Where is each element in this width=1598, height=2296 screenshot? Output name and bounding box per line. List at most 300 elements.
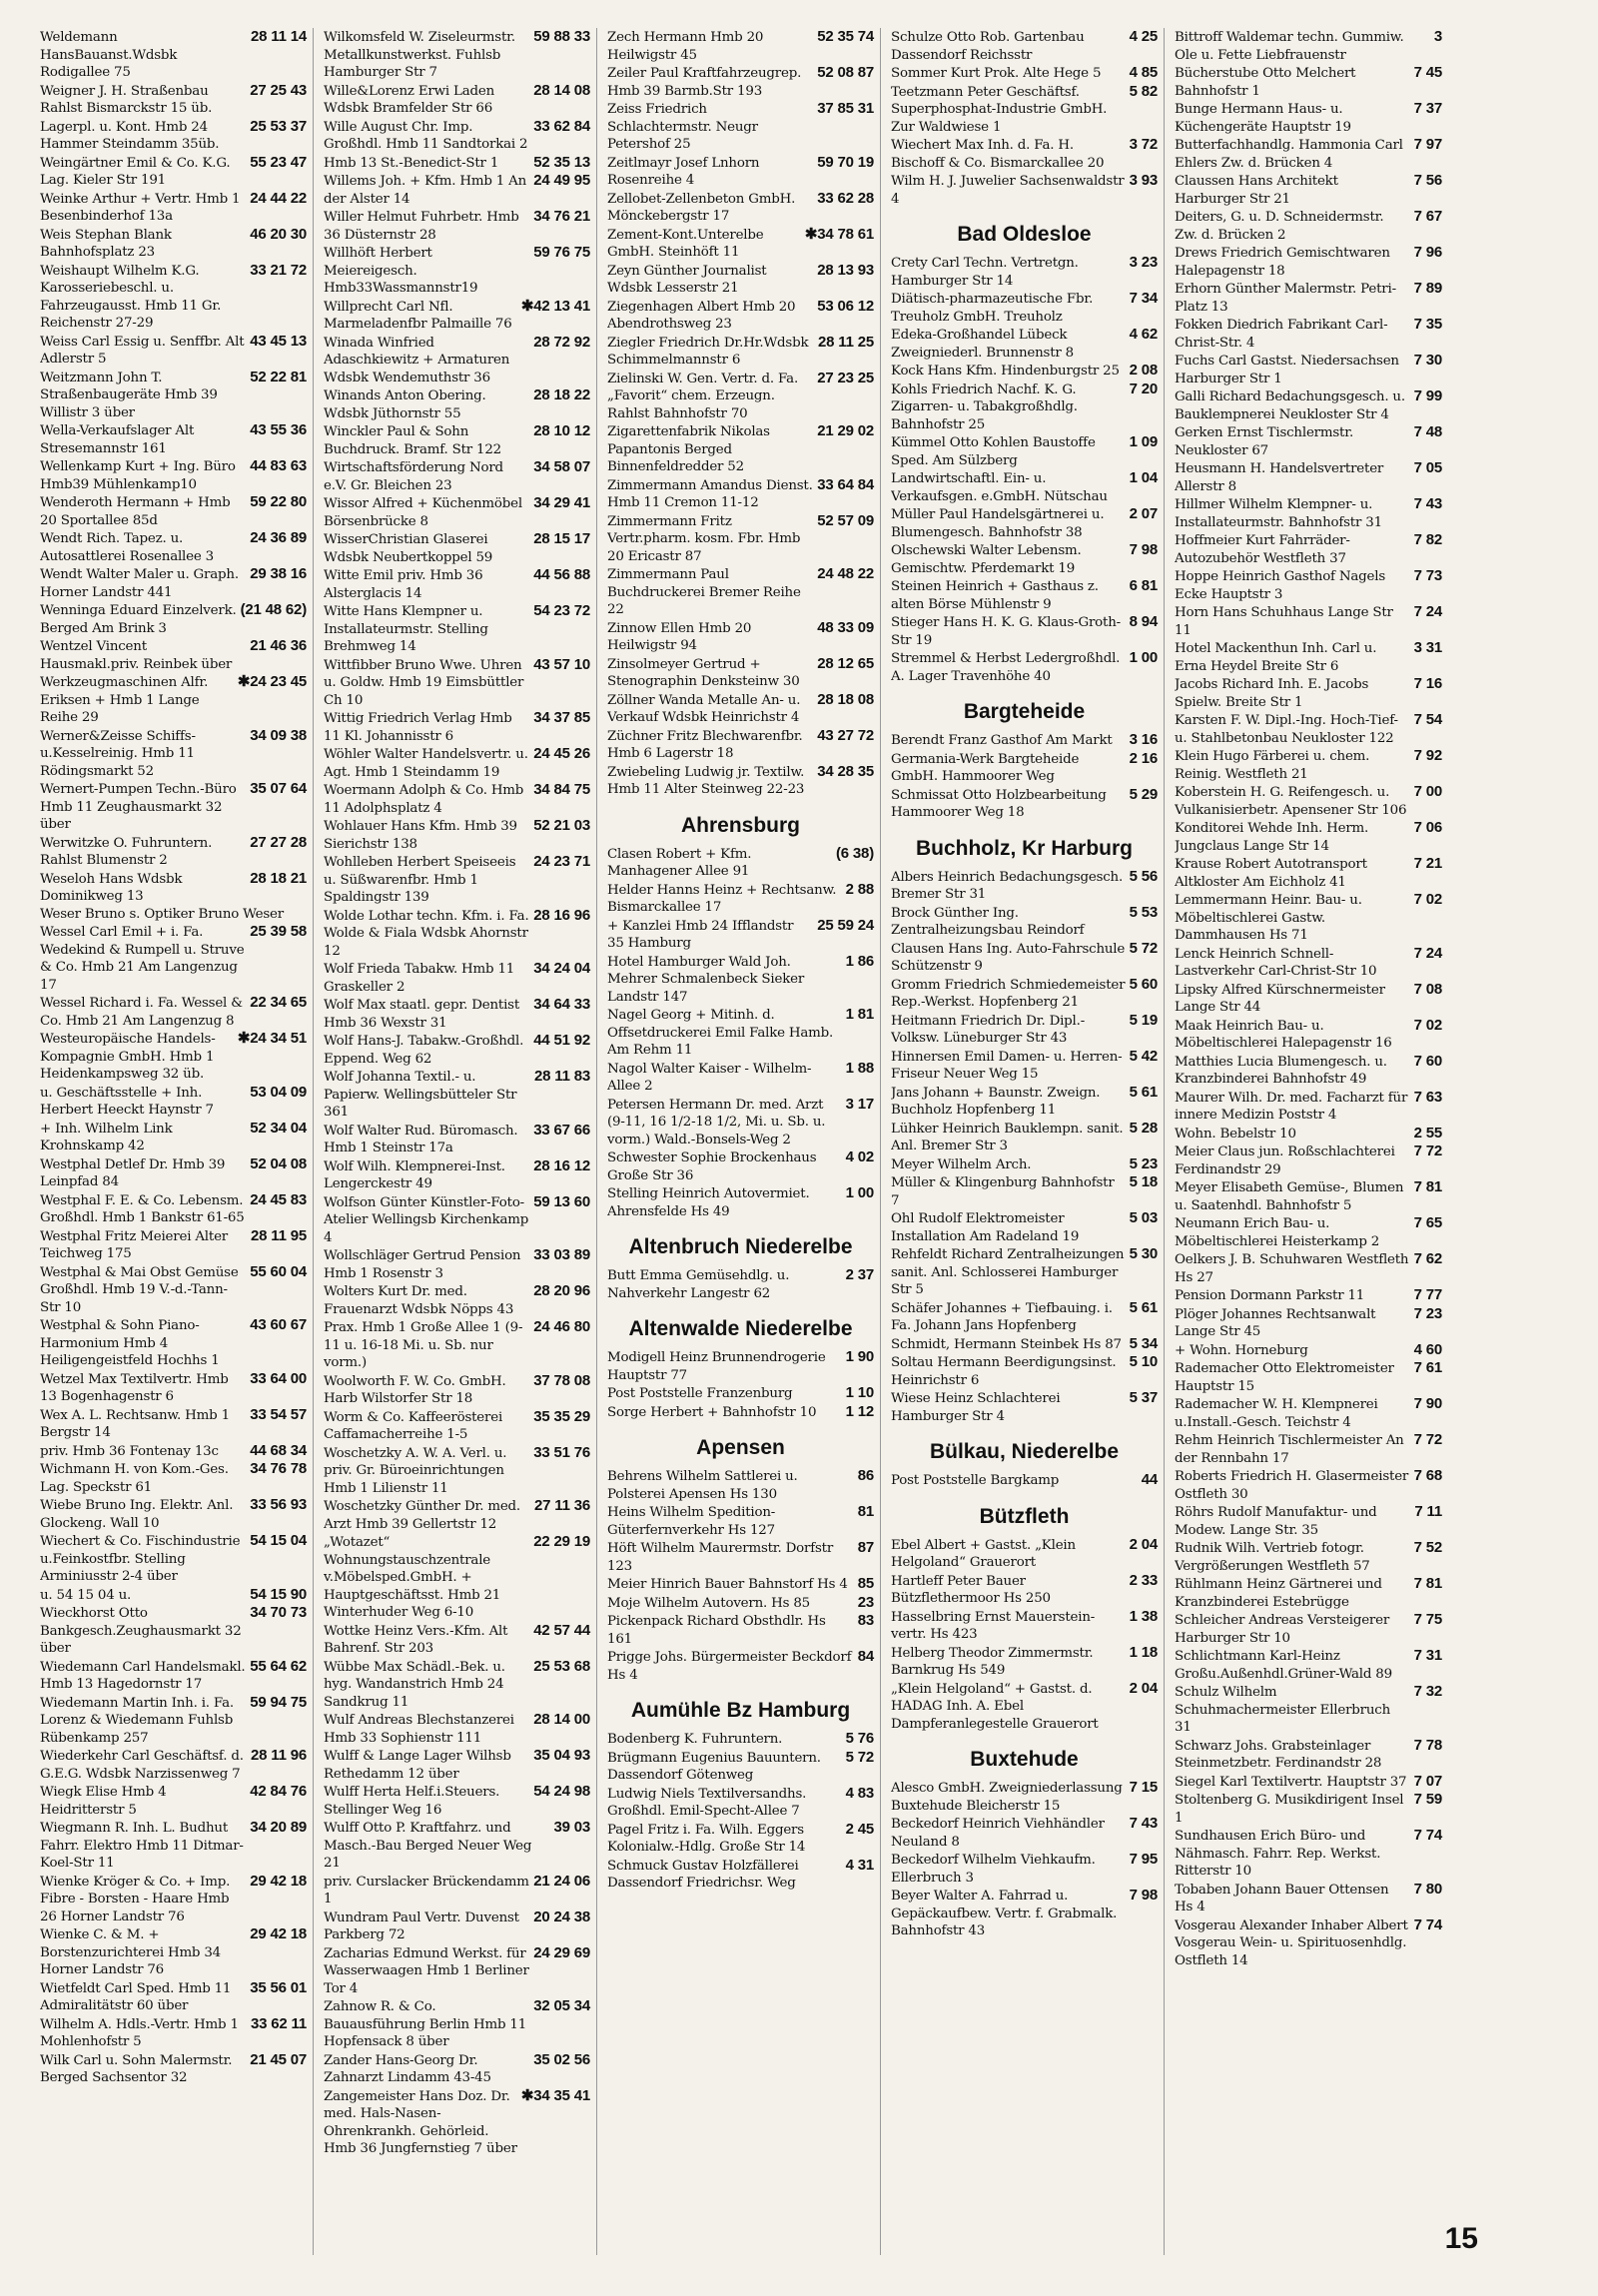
entry-phone-number: 7 16 (1413, 675, 1442, 692)
entry-phone-number: 34 20 89 (250, 1819, 307, 1836)
entry-text: Zacharias Edmund Werkst. für Wasserwaagen Hmb 1 Berliner Tor 4 (324, 1945, 529, 1996)
entry-phone-number: 7 72 (1413, 1143, 1442, 1159)
directory-entry (324, 1997, 590, 2051)
entry-text: Zimmermann Amandus Dienst. Hmb 11 Cremon 11-12 (607, 477, 813, 510)
entry-phone-number: 33 62 28 (817, 189, 874, 207)
entry-text: Helberg Theodor Zimmermstr. Barnkrug Hs 549 (891, 1645, 1094, 1678)
directory-entry (1175, 531, 1442, 567)
entry-text: Wöhler Walter Handelsvertr. u. Agt. Hmb 1 Steindamm 19 (324, 747, 528, 780)
entry-phone-number: 55 60 04 (250, 1262, 307, 1280)
entry-phone-number: 5 28 (1129, 1119, 1158, 1137)
entry-phone-number: 33 64 84 (817, 475, 874, 493)
directory-entry (324, 1282, 590, 1318)
directory-page (40, 28, 1448, 2255)
entry-text: Koberstein H. G. Reifengesch. u. Vulkanisierbetr. Apensener Str 106 (1175, 785, 1407, 818)
entry-phone-number: 3 17 (845, 1095, 874, 1113)
entry-text: Höft Wilhelm Maurermstr. Dorfstr 123 (607, 1541, 834, 1574)
directory-entry (324, 907, 590, 961)
directory-entry (891, 1887, 1158, 1940)
entry-text: Sommer Kurt Prok. Alte Hege 5 (891, 66, 1102, 81)
entry-phone-number: 34 58 07 (533, 458, 590, 475)
directory-entry (40, 870, 307, 906)
entry-phone-number: 5 10 (1129, 1353, 1158, 1370)
entry-text: Wolfson Günter Künstler-Foto-Atelier Wellingsb Kirchenkamp 4 (324, 1194, 529, 1245)
entry-text: Tobaben Johann Bauer Ottensen Hs 4 (1175, 1882, 1389, 1914)
directory-entry (324, 334, 590, 387)
directory-entry (40, 1155, 307, 1191)
entry-phone-number: 5 18 (1129, 1173, 1158, 1190)
directory-column (40, 28, 314, 2255)
directory-entry (40, 1694, 307, 1748)
entry-phone-number: 34 29 41 (533, 494, 590, 511)
directory-entry (324, 530, 590, 566)
entry-phone-number: 7 72 (1413, 1431, 1442, 1448)
entry-phone-number: 7 20 (1129, 380, 1158, 397)
entry-phone-number: 4 25 (1129, 28, 1158, 45)
entry-text: Wottke Heinz Vers.-Kfm. Alt Bahrenf. Str 203 (324, 1623, 508, 1656)
entry-text: Neumann Erich Bau- u. Möbeltischlerei Heisterkamp 2 (1175, 1216, 1380, 1249)
directory-entry (324, 781, 590, 817)
directory-entry (40, 637, 307, 673)
entry-phone-number: 52 21 03 (533, 817, 590, 834)
entry-text: Plöger Johannes Rechtsanwalt Lange Str 45 (1175, 1306, 1376, 1339)
directory-entry (891, 577, 1158, 613)
directory-entry (40, 923, 307, 994)
entry-phone-number: 29 38 16 (250, 565, 307, 582)
directory-entry (324, 1711, 590, 1747)
entry-phone-number: 28 18 22 (533, 386, 590, 403)
entry-text: Hotel Hamburger Wald Joh. Mehrer Schmalenbeck Sieker Landstr 147 (607, 954, 805, 1005)
entry-text: Post Poststelle Bargkamp (891, 1473, 1060, 1488)
place-heading: Apensen (696, 1436, 785, 1459)
entry-phone-number: 24 36 89 (250, 529, 307, 546)
directory-entry (891, 381, 1158, 434)
entry-phone-number: 37 85 31 (817, 100, 874, 117)
entry-phone-number: 33 56 93 (250, 1496, 307, 1513)
directory-entry (891, 1084, 1158, 1120)
directory-entry (891, 172, 1158, 208)
entry-text: Gerken Ernst Tischlermstr. Neukloster 67 (1175, 425, 1354, 458)
entry-text: Westeuropäische Handels-Kompagnie GmbH. Hmb 1 Heidenkampsweg 32 üb. (40, 1032, 216, 1082)
directory-column (607, 28, 881, 2255)
entry-phone-number: 59 70 19 (817, 153, 874, 171)
entry-phone-number: 52 35 13 (533, 153, 590, 171)
entry-text: Rademacher W. H. Klempnerei u.Install.-Gesch. Teichstr 4 (1175, 1397, 1378, 1430)
entry-phone-number: 85 (857, 1575, 874, 1592)
entry-text: Lipsky Alfred Kürschnermeister Lange Str 44 (1175, 982, 1385, 1015)
directory-entry (607, 476, 874, 512)
entry-text: Wiese Heinz Schlachterei Hamburger Str 4 (891, 1391, 1061, 1424)
entry-text: Ziegler Friedrich Dr.Hr.Wdsbk Schimmelmannstr 6 (607, 335, 809, 368)
directory-entry (40, 1316, 307, 1370)
entry-text: u. 54 15 04 u. (40, 1587, 132, 1603)
directory-entry (1175, 1683, 1442, 1737)
entry-phone-number: 28 16 96 (533, 906, 590, 924)
entry-phone-number: 28 11 83 (534, 1068, 590, 1085)
directory-entry (40, 1819, 307, 1873)
entry-phone-number: 81 (857, 1503, 874, 1520)
entry-phone-number: 59 76 75 (533, 244, 590, 261)
entry-phone-number: 54 15 04 (250, 1532, 307, 1549)
directory-entry (1175, 352, 1442, 387)
entry-phone-number: (21 48 62) (240, 601, 307, 618)
directory-entry (324, 1157, 590, 1193)
entry-phone-number: 7 37 (1413, 100, 1442, 117)
directory-entry (324, 208, 590, 244)
entry-text: Sorge Herbert + Bahnhofstr 10 (607, 1404, 817, 1420)
entry-text: Worm & Co. Kaffeerösterei Caffamacherreihe 1-5 (324, 1409, 503, 1442)
entry-phone-number: 5 61 (1129, 1298, 1158, 1316)
entry-phone-number: 24 44 22 (250, 189, 307, 207)
directory-entry (891, 1048, 1158, 1084)
entry-phone-number: 2 16 (1129, 749, 1158, 767)
entry-phone-number: 7 56 (1413, 172, 1442, 189)
entry-text: Müller & Klingenburg Bahnhofstr 7 (891, 1175, 1115, 1208)
entry-text: Hotel Mackenthun Inh. Carl u. Erna Heydel Breite Str 6 (1175, 641, 1377, 674)
entry-text: Wissor Alfred + Küchenmöbel Börsenbrücke 8 (324, 496, 522, 529)
directory-entry (607, 1594, 874, 1613)
directory-entry (324, 817, 590, 853)
entry-phone-number: 1 00 (845, 1184, 874, 1201)
directory-entry (324, 494, 590, 530)
entry-text: Wirtschaftsförderung Nord e.V. Gr. Bleichen 23 (324, 460, 503, 493)
entry-phone-number: 28 15 17 (533, 530, 590, 547)
entry-phone-number: 25 53 37 (250, 117, 307, 135)
directory-entry (40, 673, 307, 727)
entry-phone-number: 7 89 (1413, 280, 1442, 297)
entry-phone-number: 21 24 06 (533, 1872, 590, 1890)
entry-phone-number: 1 86 (845, 952, 874, 970)
entry-text: Beckedorf Wilhelm Viehkaufm. Ellerbruch 3 (891, 1853, 1096, 1886)
directory-entry (607, 298, 874, 334)
entry-phone-number: 7 90 (1413, 1395, 1442, 1412)
entry-phone-number: 7 95 (1129, 1851, 1158, 1868)
entry-text: Weinke Arthur + Vertr. Hmb 1 Besenbinderhof 13a (40, 191, 241, 224)
directory-entry (1175, 1827, 1442, 1881)
entry-phone-number: 54 23 72 (533, 602, 590, 619)
entry-phone-number: 43 57 10 (533, 655, 590, 673)
directory-entry (40, 1586, 307, 1605)
entry-text: Wiechert & Co. Fischindustrie u.Feinkostfbr. Stelling Arminiusstr 2-4 über (40, 1534, 241, 1584)
directory-entry (1175, 1178, 1442, 1214)
directory-entry (40, 2015, 307, 2051)
entry-text: Pagel Fritz i. Fa. Wilh. Eggers Kolonialw.-Hdlg. Große Str 14 (607, 1822, 806, 1855)
entry-text: Wentzel Vincent Hausmakl.priv. Reinbek über (40, 639, 233, 672)
entry-text: Willprecht Carl Nfl. Marmeladenfbr Palmaille 76 (324, 299, 512, 332)
entry-phone-number: 2 33 (1129, 1571, 1158, 1589)
directory-entry (891, 469, 1158, 505)
directory-entry (891, 1335, 1158, 1354)
directory-entry (40, 262, 307, 333)
entry-phone-number: 5 72 (1129, 939, 1158, 957)
directory-entry (40, 1783, 307, 1819)
directory-entry (40, 529, 307, 565)
directory-entry (891, 1173, 1158, 1209)
entry-phone-number: 7 11 (1414, 1503, 1442, 1520)
directory-entry (324, 82, 590, 118)
entry-text: Deiters, G. u. D. Schneidermstr. Zw. d. Brücken 2 (1175, 210, 1384, 243)
entry-phone-number: 1 09 (1129, 433, 1158, 450)
directory-entry (324, 2051, 590, 2087)
entry-text: Post Poststelle Franzenburg (607, 1386, 793, 1401)
entry-phone-number: 7 59 (1413, 1791, 1442, 1808)
directory-entry (891, 1779, 1158, 1815)
directory-entry (40, 190, 307, 226)
entry-text: Behrens Wilhelm Sattlerei u. Polsterei Apensen Hs 130 (607, 1469, 798, 1502)
entry-text: Crety Carl Techn. Vertretgn. Hamburger Str 14 (891, 256, 1079, 289)
directory-entry (607, 512, 874, 566)
directory-entry (607, 881, 874, 917)
entry-phone-number: 7 98 (1129, 1887, 1158, 1904)
directory-entry (891, 1155, 1158, 1174)
directory-entry (607, 1575, 874, 1594)
entry-phone-number: 24 23 71 (533, 853, 590, 870)
entry-text: Züchner Fritz Blechwarenfbr. Hmb 6 Lagerstr 18 (607, 728, 803, 761)
entry-phone-number: 1 10 (845, 1384, 874, 1401)
directory-entry (40, 1873, 307, 1926)
entry-phone-number: 2 45 (845, 1820, 874, 1838)
entry-text: Wiedemann Martin Inh. i. Fa. Lorenz & Wiedemann Fuhlsb Rübenkamp 257 (40, 1695, 234, 1746)
directory-entry (891, 505, 1158, 541)
directory-entry (891, 1851, 1158, 1887)
directory-entry (40, 1406, 307, 1442)
entry-phone-number: 86 (857, 1467, 874, 1484)
entry-text: Wiechert Max Inh. d. Fa. H. Bischoff & Co. Bismarckallee 20 (891, 138, 1105, 171)
directory-entry (891, 649, 1158, 685)
directory-entry (607, 1096, 874, 1149)
entry-phone-number: 5 76 (845, 1730, 874, 1747)
entry-phone-number: 20 24 38 (533, 1908, 590, 1925)
entry-phone-number: ✱34 35 41 (520, 2086, 590, 2104)
directory-entry (607, 1821, 874, 1857)
place-heading: Aumühle Bz Hamburg (630, 1699, 851, 1722)
entry-text: Hinnersen Emil Damen- u. Herren-Friseur Neuer Weg 15 (891, 1049, 1123, 1082)
entry-text: Zimmermann Fritz Vertr.pharm. kosm. Fbr. Hmb 20 Ericastr 87 (607, 513, 801, 564)
directory-entry (324, 386, 590, 422)
directory-entry (1175, 1305, 1442, 1341)
directory-entry (324, 154, 590, 173)
directory-entry (40, 28, 307, 82)
entry-phone-number: 2 08 (1129, 362, 1158, 379)
entry-phone-number: 2 37 (845, 1266, 874, 1283)
entry-text: Siegel Karl Textilvertr. Hauptstr 37 (1175, 1774, 1407, 1790)
entry-text: Gromm Friedrich Schmiedemeister Rep.-Werkst. Hopfenberg 21 (891, 977, 1126, 1010)
entry-phone-number: 28 11 25 (818, 333, 874, 351)
entry-phone-number: 2 07 (1129, 505, 1158, 522)
entry-phone-number: 5 23 (1129, 1154, 1158, 1172)
entry-text: Woschetzky A. W. A. Verl. u. priv. Gr. Büroeinrichtungen Hmb 1 Lilienstr 11 (324, 1445, 507, 1496)
entry-phone-number: 7 98 (1129, 541, 1158, 558)
entry-text: Weser Bruno s. Optiker Bruno Weser (40, 906, 284, 922)
entry-phone-number: 27 23 25 (817, 369, 874, 386)
directory-entry (1175, 1773, 1442, 1792)
directory-entry (607, 1184, 874, 1220)
entry-phone-number: 25 53 68 (533, 1657, 590, 1675)
entry-text: Weitzmann John T. Straßenbaugeräte Hmb 39 Willistr 3 über (40, 370, 218, 420)
directory-entry (891, 1012, 1158, 1048)
directory-entry (1175, 675, 1442, 711)
entry-phone-number: 7 80 (1413, 1880, 1442, 1898)
entry-phone-number: (6 38) (836, 844, 874, 862)
entry-phone-number: 2 04 (1129, 1535, 1158, 1553)
directory-entry (607, 1612, 874, 1648)
entry-phone-number: 52 57 09 (817, 511, 874, 529)
entry-text: Hmb 13 St.-Benedict-Str 1 (324, 155, 499, 171)
directory-entry (1175, 711, 1442, 747)
directory-entry (40, 1030, 307, 1084)
entry-text: Wolde Lothar techn. Kfm. i. Fa. Wolde & Fiala Wdsbk Ahornstr 12 (324, 908, 529, 959)
directory-entry (40, 1460, 307, 1496)
place-heading: Altenwalde Niederelbe (628, 1317, 853, 1340)
directory-entry (324, 1783, 590, 1819)
entry-phone-number: 5 03 (1129, 1209, 1158, 1226)
entry-text: Weseloh Hans Wdsbk Dominikweg 13 (40, 871, 183, 904)
directory-entry (891, 326, 1158, 362)
entry-text: Zangemeister Hans Doz. Dr. med. Hals-Nasen-Ohrenkrankh. Gehörleid. Hmb 36 Jungfernstieg 7 über (324, 2088, 517, 2156)
directory-entry (324, 1318, 590, 1372)
directory-entry (324, 709, 590, 745)
directory-entry (891, 290, 1158, 326)
directory-entry (40, 1191, 307, 1227)
directory-entry (1175, 136, 1442, 172)
directory-entry (40, 601, 307, 637)
directory-entry (891, 731, 1158, 750)
entry-phone-number: 3 93 (1129, 172, 1158, 189)
directory-entry (607, 1785, 874, 1821)
entry-text: Fokken Diedrich Fabrikant Carl-Christ-Str. 4 (1175, 318, 1388, 351)
entry-text: Ohl Rudolf Elektromeister Installation Am Radeland 19 (891, 1211, 1080, 1244)
entry-text: Jans Johann + Baunstr. Zweign. Buchholz Hopfenberg 11 (891, 1085, 1101, 1118)
directory-entry (324, 118, 590, 154)
entry-text: Zöllner Wanda Metalle An- u. Verkauf Wdsbk Heinrichstr 4 (607, 692, 801, 725)
directory-entry (40, 727, 307, 781)
entry-text: Meier Hinrich Bauer Bahnstorf Hs 4 (607, 1577, 848, 1592)
directory-entry (1175, 1791, 1442, 1827)
entry-text: Wilkomsfeld W. Ziseleurmstr. Metallkunstwerkst. Fuhlsb Hamburger Str 7 (324, 30, 515, 80)
entry-text: Wieckhorst Otto Bankgesch.Zeughausmarkt 32 über (40, 1606, 242, 1656)
directory-entry (1175, 1214, 1442, 1250)
entry-text: Hasselbring Ernst Mauerstein-vertr. Hs 423 (891, 1609, 1096, 1642)
entry-text: priv. Curslacker Brückendamm 1 (324, 1874, 529, 1907)
entry-text: Schleicher Andreas Versteigerer Harburger Str 10 (1175, 1613, 1390, 1646)
entry-text: Lagerpl. u. Kont. Hmb 24 Hammer Steindamm 35üb. (40, 119, 220, 152)
entry-phone-number: 1 00 (1129, 649, 1158, 666)
entry-phone-number: 23 (857, 1593, 874, 1611)
directory-entry (1175, 1611, 1442, 1647)
entry-phone-number: 42 57 44 (533, 1621, 590, 1639)
entry-phone-number: 33 62 11 (251, 2014, 307, 2032)
entry-phone-number: 53 04 09 (250, 1083, 307, 1101)
directory-entry (607, 1539, 874, 1575)
entry-phone-number: 7 77 (1413, 1286, 1442, 1303)
place-heading: Bargteheide (963, 700, 1086, 723)
directory-entry (607, 691, 874, 727)
directory-entry (607, 565, 874, 619)
directory-entry (1175, 172, 1442, 208)
entry-text: Bücherstube Otto Melchert Bahnhofstr 1 (1175, 66, 1356, 99)
entry-text: Witte Hans Klempner u. Installateurmstr. Stelling Brehmweg 14 (324, 604, 488, 654)
entry-phone-number: 33 21 72 (250, 261, 307, 279)
entry-phone-number: 7 31 (1413, 1647, 1442, 1664)
entry-text: Olschewski Walter Lebensm. Gemischtw. Pferdemarkt 19 (891, 543, 1082, 576)
entry-phone-number: 1 88 (845, 1059, 874, 1077)
directory-entry (1175, 423, 1442, 459)
entry-text: Stoltenberg G. Musikdirigent Insel 1 (1175, 1793, 1404, 1826)
entry-text: Werwitzke O. Fuhruntern. Rahlst Blumenstr 2 (40, 835, 213, 868)
directory-entry (1175, 945, 1442, 981)
entry-phone-number: 27 25 43 (250, 81, 307, 99)
entry-phone-number: 24 45 83 (250, 1190, 307, 1208)
entry-text: priv. Hmb 36 Fontenay 13c (40, 1443, 219, 1459)
entry-text: Rudnik Wilh. Vertrieb fotogr. Vergrößerungen Westfleth 57 (1175, 1541, 1370, 1574)
directory-entry (40, 1747, 307, 1783)
entry-phone-number: 44 51 92 (533, 1032, 590, 1049)
entry-text: u. Geschäftsstelle + Inh. Herbert Heeckt Haynstr 7 (40, 1085, 214, 1118)
directory-entry (607, 1467, 874, 1503)
entry-text: Westphal & Mai Obst Gemüse Großhdl. Hmb 19 V.-d.-Tann-Str 10 (40, 1264, 239, 1315)
directory-entry (40, 1227, 307, 1263)
directory-entry (891, 1608, 1158, 1644)
directory-entry (40, 118, 307, 154)
directory-entry (40, 154, 307, 190)
directory-entry (607, 655, 874, 691)
entry-text: Butterfachhandlg. Hammonia Carl Ehlers Zw. d. Brücken 4 (1175, 138, 1403, 171)
directory-entry (1175, 1089, 1442, 1125)
entry-phone-number: 7 97 (1413, 136, 1442, 153)
entry-text: Kümmel Otto Kohlen Baustoffe Sped. Am Sülzberg (891, 435, 1096, 468)
entry-phone-number: 7 63 (1413, 1088, 1442, 1106)
entry-text: Wolters Kurt Dr. med. Frauenarzt Wdsbk Nöpps 43 (324, 1284, 514, 1317)
entry-text: Wenninga Eduard Einzelverk. Berged Am Brink 3 (40, 603, 237, 636)
entry-text: Lemmermann Heinr. Bau- u. Möbeltischlerei Gastw. Dammhausen Hs 71 (1175, 893, 1362, 943)
entry-text: Matthies Lucia Blumengesch. u. Kranzbinderei Bahnhofstr 49 (1175, 1054, 1387, 1087)
directory-entry (607, 619, 874, 655)
entry-text: Sundhausen Erich Büro- und Nähmasch. Fahrr. Rep. Werkst. Ritterstr 10 (1175, 1829, 1381, 1879)
entry-text: Winands Anton Obering. Wdsbk Jüthornstr 55 (324, 388, 486, 421)
entry-text: Wendt Walter Maler u. Graph. Horner Landstr 441 (40, 567, 239, 600)
directory-entry (40, 82, 307, 118)
directory-entry (607, 1749, 874, 1785)
entry-phone-number: 22 29 19 (533, 1533, 590, 1550)
entry-phone-number: 3 31 (1413, 639, 1442, 656)
entry-text: Heins Wilhelm Spedition-Güterfernverkehr Hs 127 (607, 1505, 776, 1538)
directory-entry (1175, 1431, 1442, 1467)
place-heading: Bützfleth (979, 1504, 1070, 1528)
entry-text: Wietfeldt Carl Sped. Hmb 11 Admiralitätstr 60 über (40, 1980, 232, 2013)
entry-phone-number: 4 83 (845, 1784, 874, 1802)
entry-text: Wolf Max staatl. gepr. Dentist Hmb 36 Wexstr 31 (324, 998, 520, 1031)
entry-phone-number: 28 16 12 (533, 1156, 590, 1174)
directory-entry (1175, 64, 1442, 100)
entry-phone-number: 33 03 89 (533, 1246, 590, 1263)
entry-text: Zeiler Paul Kraftfahrzeugrep. Hmb 39 Barmb.Str 193 (607, 66, 802, 99)
directory-entry (40, 834, 307, 870)
directory-entry (607, 727, 874, 763)
directory-entry (607, 370, 874, 423)
entry-text: Brügmann Eugenius Bauuntern. Dassendorf Götenweg (607, 1750, 821, 1783)
entry-phone-number: 52 35 74 (817, 28, 874, 45)
entry-phone-number: 7 75 (1413, 1611, 1442, 1628)
entry-phone-number: 33 62 84 (533, 117, 590, 135)
entry-phone-number: 28 18 08 (817, 690, 874, 708)
entry-text: Beckedorf Heinrich Viehhändler Neuland 8 (891, 1817, 1105, 1850)
entry-phone-number: 28 14 00 (533, 1711, 590, 1728)
directory-entry (40, 1120, 307, 1155)
directory-entry (891, 786, 1158, 822)
entry-phone-number: 7 24 (1413, 944, 1442, 962)
directory-entry (324, 1747, 590, 1783)
directory-entry (607, 917, 874, 953)
